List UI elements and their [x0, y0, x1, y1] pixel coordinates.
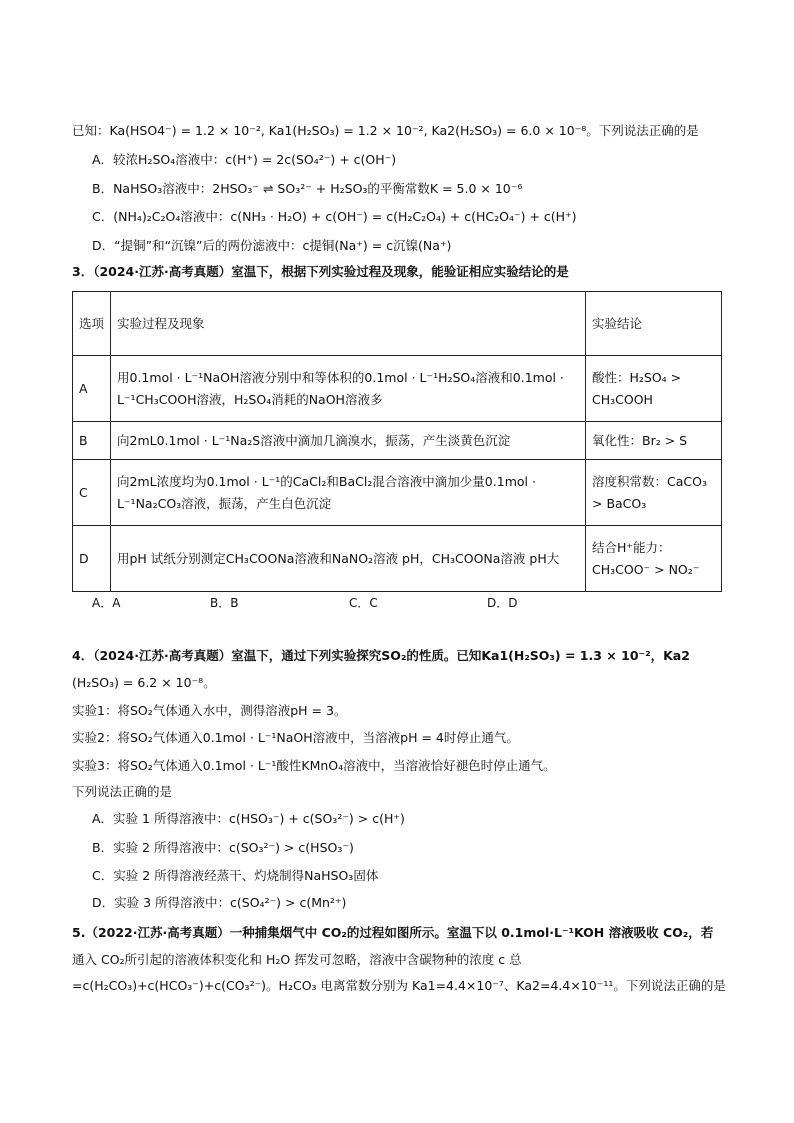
row-conclusion: 结合H⁺能力：CH₃COO⁻ > NO₂⁻ [586, 526, 722, 592]
q5-line1: 5.（2022·江苏·高考真题）一种捕集烟气中 CO₂的过程如图所示。室温下以 0.1mol·L⁻¹KOH 溶液吸收 CO₂，若 [72, 925, 714, 940]
q4-ask: 下列说法正确的是 [72, 784, 173, 799]
row-procedure: 向2mL0.1mol · L⁻¹Na₂S溶液中滴加几滴溴水，振荡，产生淡黄色沉淀 [111, 422, 586, 460]
row-conclusion: 酸性：H₂SO₄ > CH₃COOH [586, 356, 722, 422]
row-procedure: 用0.1mol · L⁻¹NaOH溶液分别中和等体积的0.1mol · L⁻¹H₂SO₄溶液和0.1mol · L⁻¹CH₃COOH溶液，H₂SO₄消耗的NaOH溶液多 [111, 356, 586, 422]
q3-choice-b: B．B [210, 596, 239, 610]
q2-option-c: C．(NH₄)₂C₂O₄溶液中：c(NH₃ · H₂O) + c(OH⁻) = c(H₂C₂O₄) + c(HC₂O₄⁻) + c(H⁺) [92, 209, 577, 224]
q3-stem: 3．（2024·江苏·高考真题）室温下，根据下列实验过程及现象，能验证相应实验结论的是 [72, 264, 569, 279]
q2-stem: 已知：Ka(HSO4⁻) = 1.2 × 10⁻², Ka1(H₂SO₃) = 1.2 × 10⁻², Ka2(H₂SO₃) = 6.0 × 10⁻⁸。下列说法正确的是 [72, 123, 699, 138]
table-row [73, 526, 722, 592]
row-option: A [73, 356, 111, 422]
header-option: 选项 [73, 292, 111, 356]
table-row [73, 356, 722, 422]
table-row [73, 422, 722, 460]
row-option: B [73, 422, 111, 460]
row-option: D [73, 526, 111, 592]
q5-line3: =c(H₂CO₃)+c(HCO₃⁻)+c(CO₃²⁻)。H₂CO₃ 电离常数分别为 Ka1=4.4×10⁻⁷、Ka2=4.4×10⁻¹¹。下列说法正确的是 [72, 978, 726, 993]
q3-choice-c: C．C [349, 596, 378, 610]
q3-choice-a: A．A [92, 596, 121, 610]
row-conclusion: 氧化性：Br₂ > S [586, 422, 722, 460]
row-option: C [73, 460, 111, 526]
q4-experiment-3: 实验3：将SO₂气体通入0.1mol · L⁻¹酸性KMnO₄溶液中，当溶液恰好褪色时停止通气。 [72, 758, 556, 773]
q4-experiment-2: 实验2：将SO₂气体通入0.1mol · L⁻¹NaOH溶液中，当溶液pH = 4时停止通气。 [72, 730, 519, 745]
q2-option-b: B．NaHSO₃溶液中：2HSO₃⁻ ⇌ SO₃²⁻ + H₂SO₃的平衡常数K = 5.0 × 10⁻⁶ [92, 181, 523, 196]
header-procedure: 实验过程及现象 [111, 292, 586, 356]
q4-stem-line2: (H₂SO₃) = 6.2 × 10⁻⁸。 [72, 675, 216, 690]
q4-experiment-1: 实验1：将SO₂气体通入水中，测得溶液pH = 3。 [72, 703, 347, 718]
q4-option-d: D．实验 3 所得溶液中：c(SO₄²⁻) > c(Mn²⁺) [92, 895, 347, 910]
header-conclusion: 实验结论 [586, 292, 722, 356]
row-procedure: 用pH 试纸分别测定CH₃COONa溶液和NaNO₂溶液 pH，CH₃COONa溶液 pH大 [111, 526, 586, 592]
q4-stem-line1: 4．（2024·江苏·高考真题）室温下，通过下列实验探究SO₂的性质。已知Ka1(H₂SO₃) = 1.3 × 10⁻²，Ka2 [72, 648, 690, 663]
q4-option-c: C．实验 2 所得溶液经蒸干、灼烧制得NaHSO₃固体 [92, 868, 379, 883]
table-row [73, 460, 722, 526]
row-procedure: 向2mL浓度均为0.1mol · L⁻¹的CaCl₂和BaCl₂混合溶液中滴加少量0.1mol · L⁻¹Na₂CO₃溶液，振荡，产生白色沉淀 [111, 460, 586, 526]
q4-option-a: A．实验 1 所得溶液中：c(HSO₃⁻) + c(SO₃²⁻) > c(H⁺) [92, 811, 405, 826]
q4-option-b: B．实验 2 所得溶液中：c(SO₃²⁻) > c(HSO₃⁻) [92, 840, 354, 855]
q3-table [72, 291, 722, 592]
q2-option-a: A．较浓H₂SO₄溶液中：c(H⁺) = 2c(SO₄²⁻) + c(OH⁻) [92, 152, 397, 167]
row-conclusion: 溶度积常数：CaCO₃ > BaCO₃ [586, 460, 722, 526]
q5-line2: 通入 CO₂所引起的溶液体积变化和 H₂O 挥发可忽略，溶液中含碳物种的浓度 c 总 [72, 952, 522, 967]
table-header-row [73, 292, 722, 356]
q3-choice-d: D．D [487, 596, 518, 610]
q2-option-d: D．“提铜”和“沉镍”后的两份滤液中：c提铜(Na⁺) = c沉镍(Na⁺) [92, 238, 452, 253]
